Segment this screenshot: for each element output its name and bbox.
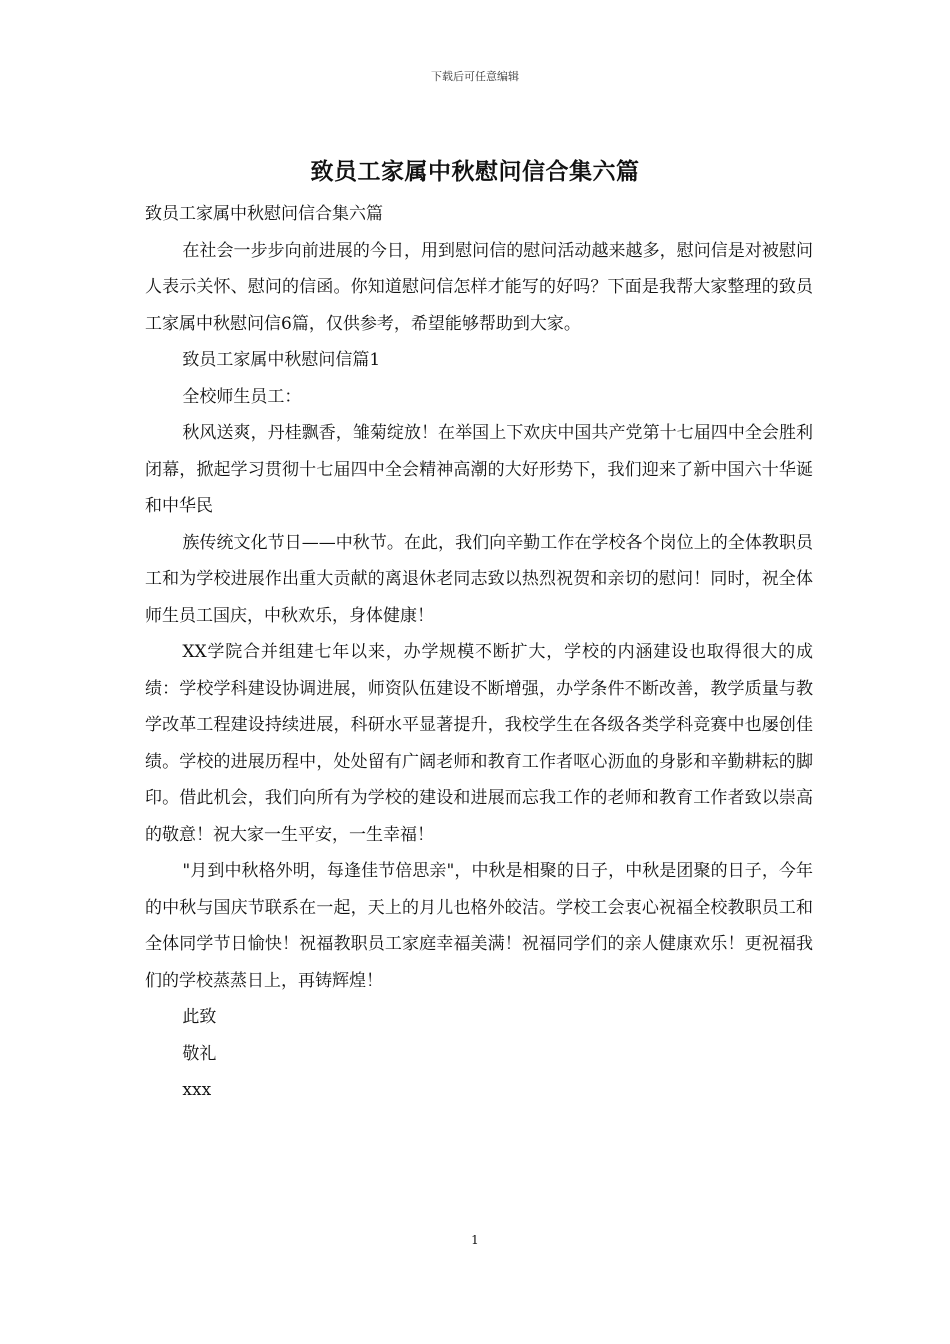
body-paragraph: 族传统文化节日——中秋节。在此，我们向辛勤工作在学校各个岗位上的全体教职员工和为学校进展作出重大贡献的离退休老同志致以热烈祝贺和亲切的慰问！同时，祝全体师生员工国庆，中秋欢乐，身体健康！ — [145, 532, 813, 626]
closing-line: 敬礼 — [182, 1043, 217, 1064]
subtitle-paragraph: 致员工家属中秋慰问信合集六篇 — [145, 204, 383, 224]
page-number: 1 — [471, 1233, 479, 1247]
closing-line: 此致 — [182, 1007, 217, 1027]
body-paragraph: 秋风送爽，丹桂飘香，雏菊绽放！在举国上下欢庆中国共产党第十七届四中全会胜利闭幕，掀起学习贯彻十七届四中全会精神高潮的大好形势下，我们迎来了新中国六十华诞和中华民 — [145, 423, 813, 516]
document-body — [145, 196, 813, 1109]
signature: xxx — [182, 1080, 212, 1100]
document-title: 致员工家属中秋慰问信合集六篇 — [310, 158, 640, 185]
header-note: 下载后可任意编辑 — [431, 70, 519, 83]
salutation: 全校师生员工： — [182, 386, 302, 407]
intro-paragraph: 在社会一步步向前进展的今日，用到慰问信的慰问活动越来越多，慰问信是对被慰问人表示关怀、慰问的信函。你知道慰问信怎样才能写的好吗？下面是我帮大家整理的致员工家属中秋慰问信6篇，仅供参考，希望能够帮助到大家。 — [145, 240, 813, 334]
section-heading: 致员工家属中秋慰问信篇1 — [182, 350, 381, 370]
body-paragraph: "月到中秋格外明，每逢佳节倍思亲"，中秋是相聚的日子，中秋是团聚的日子，今年的中秋与国庆节联系在一起，天上的月儿也格外皎洁。学校工会衷心祝福全校教职员工和全体同学节日愉快！祝福教职员工家庭幸福美满！祝福同学们的亲人健康欢乐！更祝福我们的学校蒸蒸日上，再铸辉煌！ — [145, 861, 813, 991]
body-paragraph: XX学院合并组建七年以来，办学规模不断扩大，学校的内涵建设也取得很大的成绩：学校学科建设协调进展，师资队伍建设不断增强，办学条件不断改善，教学质量与教学改革工程建设持续进展，科研水平显著提升，我校学生在各级各类学科竞赛中也屡创佳绩。学校的进展历程中，处处留有广阔老师和教育工作者呕心沥血的身影和辛勤耕耘的脚印。借此机会，我们向所有为学校的建设和进展而忘我工作的老师和教育工作者致以崇高的敬意！祝大家一生平安，一生幸福！ — [145, 642, 813, 845]
